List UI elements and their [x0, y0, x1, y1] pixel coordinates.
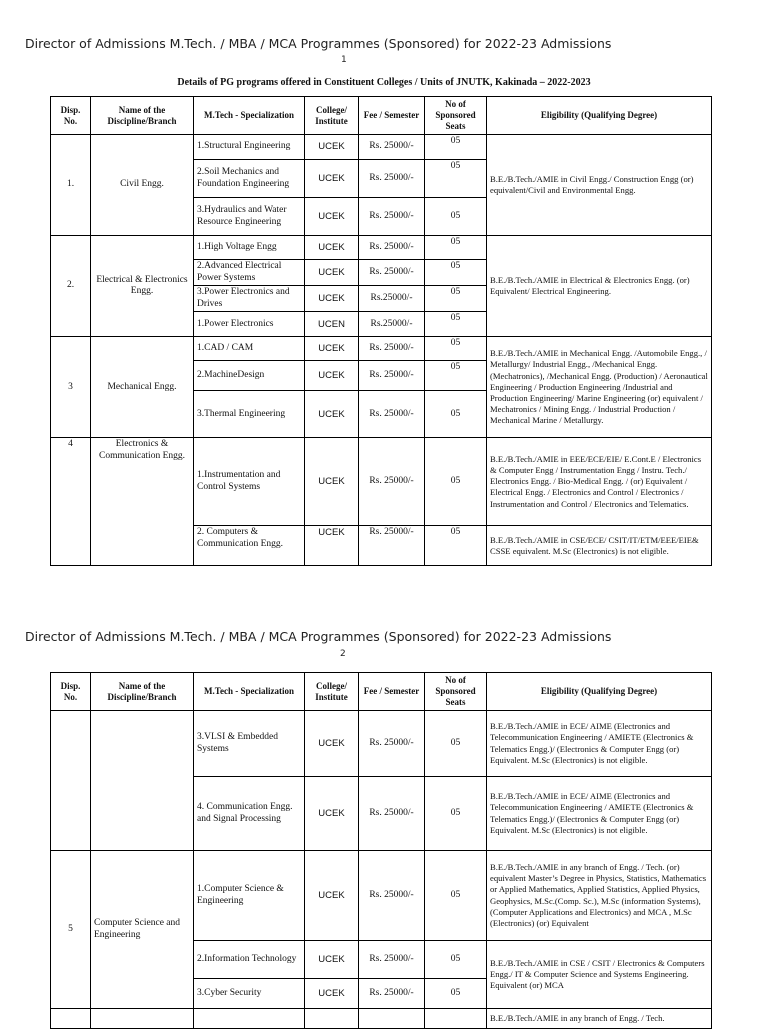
- seats: 05: [425, 135, 487, 160]
- eligibility: B.E./B.Tech./AMIE in any branch of Engg. / Tech.: [487, 1009, 712, 1029]
- disp-no: 1.: [51, 135, 91, 236]
- seats: 05: [425, 391, 487, 438]
- college: UCEK: [305, 337, 359, 361]
- page1-title: Director of Admissions M.Tech. / MBA / MCA Programmes (Sponsored) for 2022-23 Admissions: [25, 36, 612, 51]
- seats: 05: [425, 337, 487, 361]
- seats: 05: [425, 438, 487, 526]
- seats: 05: [425, 160, 487, 198]
- eligibility: B.E./B.Tech./AMIE in Mechanical Engg. /Automobile Engg., / Metallurgy/ Industrial Engg., /Mechanical Engg. (Mechatronics), /Mechanical Engg. (Production) / Aeronautical Engineering / Production Engineering /Industrial and Production Engineering/ Marine Engineering (or) equivalent / Mechatronics / Mining Engg. / Industrial Production / Mechanical Marine / Metallurgy.: [487, 337, 712, 438]
- specialization: 2.Soil Mechanics and Foundation Engineering: [194, 160, 305, 198]
- disp-no: 2.: [51, 236, 91, 337]
- specialization: 3.Cyber Security: [194, 979, 305, 1009]
- specialization: 3.Hydraulics and Water Resource Engineering: [194, 198, 305, 236]
- page1-programs-table: [50, 96, 712, 566]
- header-specialization: M.Tech - Specialization: [194, 673, 305, 711]
- disp-no: [51, 711, 91, 851]
- specialization: 3.Power Electronics and Drives: [194, 286, 305, 312]
- fee: Rs. 25000/-: [359, 438, 425, 526]
- fee: Rs. 25000/-: [359, 160, 425, 198]
- specialization: [194, 1009, 305, 1029]
- seats: 05: [425, 941, 487, 979]
- eligibility: B.E./B.Tech./AMIE in CSE/ECE/ CSIT/IT/ETM/EEE/EIE& CSSE equivalent. M.Sc (Electronics) is not eligible.: [487, 526, 712, 566]
- college: UCEK: [305, 198, 359, 236]
- fee: Rs. 25000/-: [359, 941, 425, 979]
- seats: 05: [425, 286, 487, 312]
- branch-name: Mechanical Engg.: [91, 337, 194, 438]
- eligibility: B.E./B.Tech./AMIE in EEE/ECE/EIE/ E.Cont.E / Electronics & Computer Engg / Instrumentation Engg / Instru. Tech./ Electronics Engg. / Bio-Medical Engg. / (or) Equivalent / Electrical Engg. / Electronics and Control / Electronics / Instrumentation and Control / Electronics and Telematics.: [487, 438, 712, 526]
- specialization: 2.Advanced Electrical Power Systems: [194, 260, 305, 286]
- fee: Rs. 25000/-: [359, 777, 425, 851]
- college: UCEK: [305, 391, 359, 438]
- table-header-row: [51, 97, 712, 135]
- specialization: 4. Communication Engg. and Signal Processing: [194, 777, 305, 851]
- fee: Rs. 25000/-: [359, 198, 425, 236]
- college: UCEK: [305, 236, 359, 260]
- header-branch: Name of the Discipline/Branch: [91, 673, 194, 711]
- college: UCEK: [305, 361, 359, 391]
- branch-name: Civil Engg.: [91, 135, 194, 236]
- table-row: [51, 1009, 712, 1029]
- header-college: College/ Institute: [305, 673, 359, 711]
- header-eligibility: Eligibility (Qualifying Degree): [487, 673, 712, 711]
- fee: Rs. 25000/-: [359, 711, 425, 777]
- header-disp-no: Disp. No.: [51, 97, 91, 135]
- college: UCEK: [305, 135, 359, 160]
- fee: Rs. 25000/-: [359, 391, 425, 438]
- fee: Rs. 25000/-: [359, 236, 425, 260]
- seats: 05: [425, 526, 487, 566]
- fee: Rs. 25000/-: [359, 361, 425, 391]
- page2-programs-table: [50, 672, 712, 1029]
- fee: Rs. 25000/-: [359, 526, 425, 566]
- specialization: 2.MachineDesign: [194, 361, 305, 391]
- fee: Rs. 25000/-: [359, 337, 425, 361]
- college: UCEK: [305, 160, 359, 198]
- eligibility: B.E./B.Tech./AMIE in any branch of Engg. / Tech. (or) equivalent Master’s Degree in Physics, Statistics, Mathematics or Applied Mathematics, Applied Statistics, Applied Physics, Geophysics, M.Sc.(Comp. Sc.), M.Sc (information Systems), (Computer Applications and Electronics) and MCA , M.Sc (Electronics) (or) Equivalent: [487, 851, 712, 941]
- branch-name: Computer Science and Engineering: [91, 851, 194, 1009]
- table-row: [51, 337, 712, 361]
- specialization: 1.Computer Science & Engineering: [194, 851, 305, 941]
- header-specialization: M.Tech - Specialization: [194, 97, 305, 135]
- page1-number: 1: [341, 55, 347, 65]
- college: [305, 1009, 359, 1029]
- specialization: 3.Thermal Engineering: [194, 391, 305, 438]
- specialization: 1.Instrumentation and Control Systems: [194, 438, 305, 526]
- page2-title: Director of Admissions M.Tech. / MBA / MCA Programmes (Sponsored) for 2022-23 Admissions: [25, 629, 612, 644]
- college: UCEK: [305, 526, 359, 566]
- fee: Rs.25000/-: [359, 312, 425, 337]
- table-header-row: [51, 673, 712, 711]
- header-disp-no: Disp. No.: [51, 673, 91, 711]
- branch-name: Electrical & Electronics Engg.: [91, 236, 194, 337]
- fee: Rs. 25000/-: [359, 979, 425, 1009]
- specialization: 1.CAD / CAM: [194, 337, 305, 361]
- fee: Rs. 25000/-: [359, 260, 425, 286]
- table-row: [51, 236, 712, 260]
- college: UCEK: [305, 260, 359, 286]
- table-row: [51, 438, 712, 526]
- eligibility: B.E./B.Tech./AMIE in Electrical & Electronics Engg. (or) Equivalent/ Electrical Engineering.: [487, 236, 712, 337]
- seats: 05: [425, 312, 487, 337]
- seats: 05: [425, 851, 487, 941]
- disp-no: 4: [51, 438, 91, 566]
- seats: 05: [425, 260, 487, 286]
- college: UCEK: [305, 777, 359, 851]
- branch-name: [91, 1009, 194, 1029]
- seats: 05: [425, 236, 487, 260]
- fee: [359, 1009, 425, 1029]
- seats: 05: [425, 198, 487, 236]
- header-branch: Name of the Discipline/Branch: [91, 97, 194, 135]
- college: UCEN: [305, 312, 359, 337]
- header-eligibility: Eligibility (Qualifying Degree): [487, 97, 712, 135]
- page1-subtitle: Details of PG programs offered in Constituent Colleges / Units of JNUTK, Kakinada – 2022-2023: [177, 77, 591, 88]
- eligibility: B.E./B.Tech./AMIE in CSE / CSIT / Electronics & Computers Engg./ IT & Computer Science and Systems Engineering. Equivalent (or) MCA: [487, 941, 712, 1009]
- branch-name: [91, 711, 194, 851]
- disp-no: [51, 1009, 91, 1029]
- branch-name: Electronics & Communication Engg.: [91, 438, 194, 566]
- fee: Rs. 25000/-: [359, 851, 425, 941]
- eligibility: B.E./B.Tech./AMIE in ECE/ AIME (Electronics and Telecommunication Engineering / AMIETE (Electronics & Telematics Engg.)/ (Electronics & Computer Engg (or) Equivalent. M.Sc (Electronics) is not eligible.: [487, 711, 712, 777]
- header-seats: No of Sponsored Seats: [425, 673, 487, 711]
- seats: 05: [425, 711, 487, 777]
- table-row: [51, 135, 712, 160]
- specialization: 2. Computers & Communication Engg.: [194, 526, 305, 566]
- eligibility: B.E./B.Tech./AMIE in ECE/ AIME (Electronics and Telecommunication Engineering / AMIETE (Electronics & Telematics Engg.)/ (Electronics & Computer Engg (or) Equivalent. M.Sc (Electronics) is not eligible.: [487, 777, 712, 851]
- specialization: 2.Information Technology: [194, 941, 305, 979]
- header-college: College/ Institute: [305, 97, 359, 135]
- college: UCEK: [305, 286, 359, 312]
- specialization: 1.High Voltage Engg: [194, 236, 305, 260]
- seats: [425, 1009, 487, 1029]
- seats: 05: [425, 361, 487, 391]
- college: UCEK: [305, 851, 359, 941]
- header-seats: No of Sponsored Seats: [425, 97, 487, 135]
- fee: Rs. 25000/-: [359, 135, 425, 160]
- disp-no: 5: [51, 851, 91, 1009]
- specialization: 3.VLSI & Embedded Systems: [194, 711, 305, 777]
- header-fee: Fee / Semester: [359, 97, 425, 135]
- seats: 05: [425, 777, 487, 851]
- specialization: 1.Structural Engineering: [194, 135, 305, 160]
- college: UCEK: [305, 941, 359, 979]
- disp-no: 3: [51, 337, 91, 438]
- header-fee: Fee / Semester: [359, 673, 425, 711]
- eligibility: B.E./B.Tech./AMIE in Civil Engg./ Construction Engg (or) equivalent/Civil and Environmental Engg.: [487, 135, 712, 236]
- specialization: 1.Power Electronics: [194, 312, 305, 337]
- college: UCEK: [305, 979, 359, 1009]
- table-row: [51, 711, 712, 777]
- seats: 05: [425, 979, 487, 1009]
- page2-number: 2: [340, 649, 346, 659]
- fee: Rs.25000/-: [359, 286, 425, 312]
- college: UCEK: [305, 438, 359, 526]
- college: UCEK: [305, 711, 359, 777]
- table-row: [51, 851, 712, 941]
